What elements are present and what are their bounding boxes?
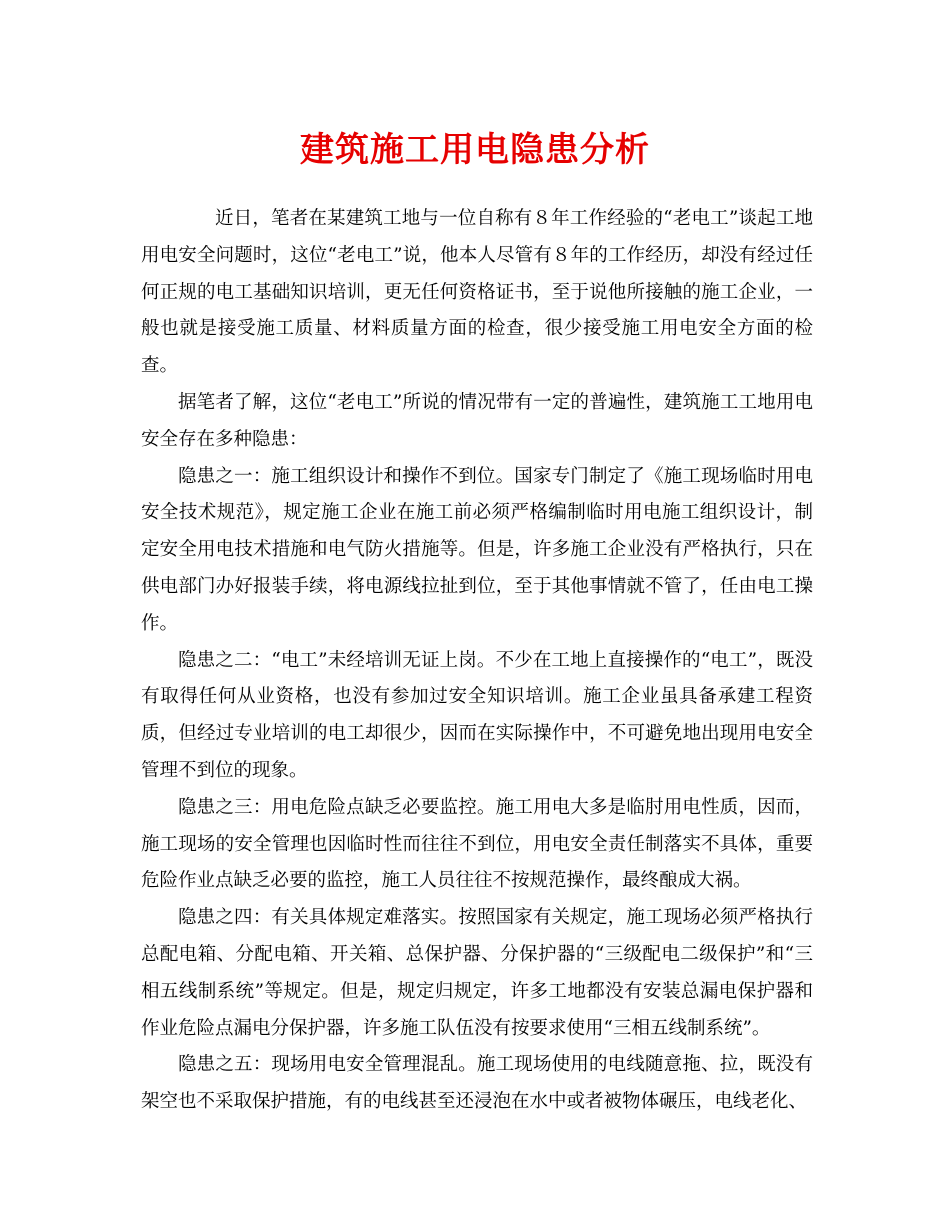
paragraph-1: 近日，笔者在某建筑工地与一位自称有８年工作经验的“老电工”谈起工地用电安全问题时，这位“老电工”说，他本人尽管有８年的工作经历，却没有经过任何正规的电工基础知识培训，更无任何资格证书，至于说他所接触的施工企业，一般也就是接受施工质量、材料质量方面的检查，很少接受施工用电安全方面的检查。 [141, 208, 813, 377]
document-body [141, 201, 813, 1121]
document-title: 建筑施工用电隐患分析 [300, 130, 650, 170]
paragraph-5: 隐患之三：用电危险点缺乏必要监控。施工用电大多是临肘用电性质，因而，施工现场的安全管理也因临时性而往往不到位，用电安全责任制落实不具体，重要危险作业点缺乏必要的监控，施工人员往往不按规范操作，最终酿成大祸。 [141, 796, 813, 892]
paragraph-6: 隐患之四：有关具体规定难落实。按照国家有关规定，施工现场必须严格执行总配电箱、分配电箱、开关箱、总保护器、分保护器的“三级配电二级保护”和“三相五线制系统”等规定。但是，规定归规定，许多工地都没有安装总漏电保护器和作业危险点漏电分保护器，许多施工队伍没有按要求使用“三相五线制系统”。 [141, 907, 813, 1039]
paragraph-3: 隐患之一：施工组织设计和操作不到位。国家专门制定了《施工现场临时用电安全技术规范》，规定施工企业在施工前必须严格编制临时用电施工组织设计，制定安全用电技术措施和电气防火措施等。但是，许多施工企业没有严格执行，只在供电部门办好报装手续，将电源线拉扯到位，至于其他事情就不管了，任由电工操作。 [141, 465, 813, 634]
paragraph-4: 隐患之二：“电工”未经培训无证上岗。不少在工地上直接操作的“电工”，既没有取得任何从业资格，也没有参加过安全知识培训。施工企业虽具备承建工程资质，但经过专业培训的电工却很少，因而在实际操作中，不可避免地出现用电安全管理不到位的现象。 [141, 649, 813, 781]
paragraph-2: 据笔者了解，这位“老电工”所说的情况带有一定的普遍性，建筑施工工地用电安全存在多种隐患： [141, 391, 813, 450]
paragraph-7: 隐患之五：现场用电安全管理混乱。施工现场使用的电线随意拖、拉，既没有架空也不采取保护措施，有的电线甚至还浸泡在水中或者被物体碾压，电线老化、 [141, 1054, 813, 1113]
